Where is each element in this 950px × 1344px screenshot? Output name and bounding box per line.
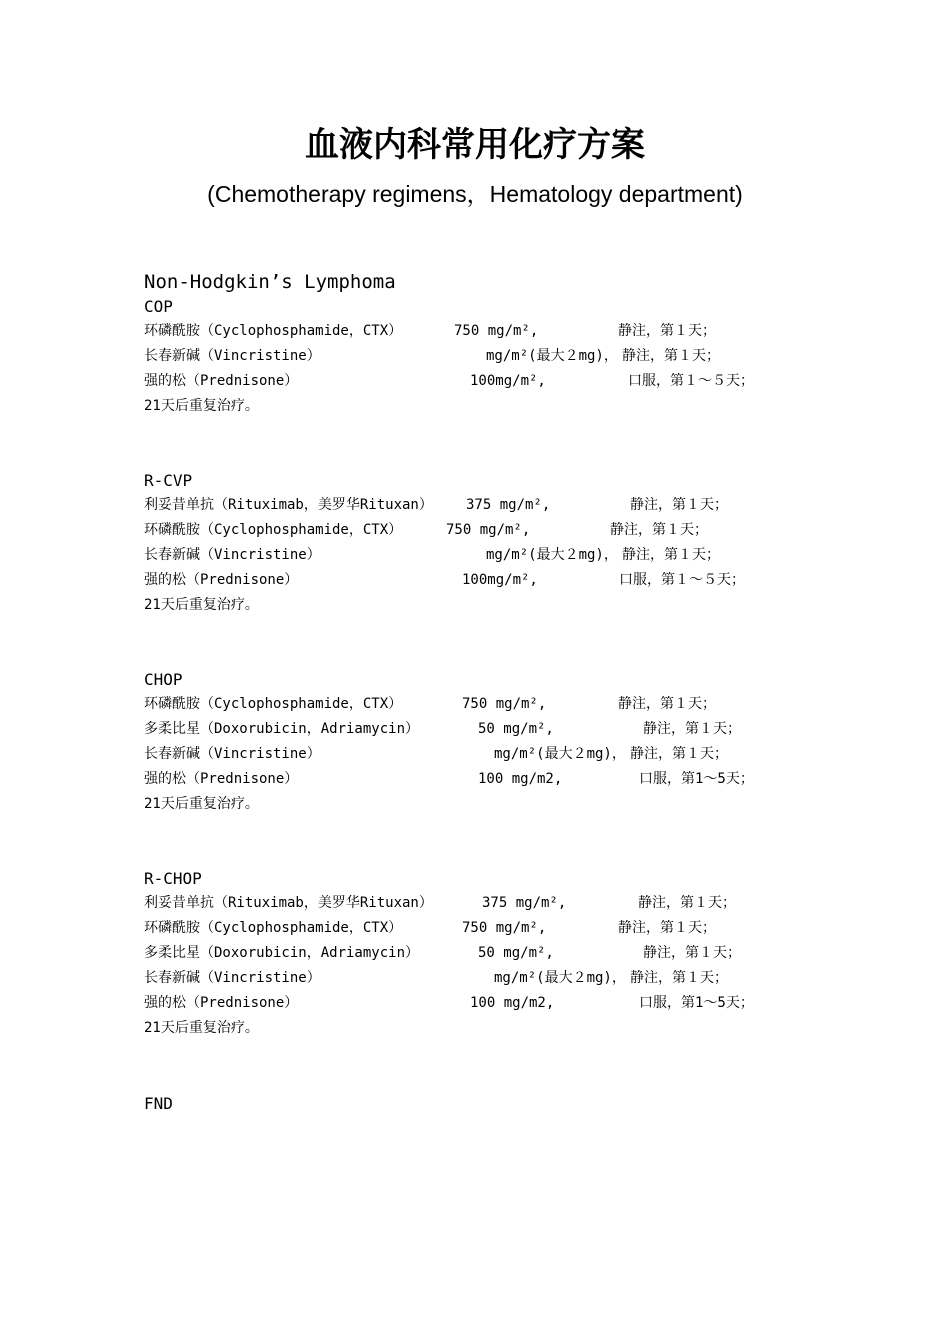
drug-row [144, 346, 804, 366]
regimen-name-chop: CHOP [144, 670, 183, 689]
drug-name: 强的松（Prednisone） [144, 995, 299, 1011]
section-heading: Non-Hodgkin’s Lymphoma [144, 271, 396, 293]
drug-dose: 50 mg/m², [478, 721, 554, 737]
drug-name: 长春新碱（Vincristine） [144, 746, 321, 762]
drug-row [144, 744, 804, 764]
drug-route: 静注，第１天； [622, 547, 720, 563]
drug-route: 静注，第１天； [643, 721, 741, 737]
document-subtitle: (Chemotherapy regimens，Hematology department) [207, 181, 743, 207]
drug-dose: 100 mg/m2, [478, 771, 563, 787]
drug-row [144, 545, 804, 565]
drug-route: 静注，第１天； [630, 497, 728, 513]
drug-route: 口服，第1～5天； [639, 995, 754, 1011]
drug-name: 利妥昔单抗（Rituximab，美罗华Rituxan） [144, 895, 433, 911]
regimen-name-cop: COP [144, 297, 173, 316]
drug-name: 环磷酰胺（Cyclophosphamide，CTX） [144, 696, 403, 712]
drug-name: 环磷酰胺（Cyclophosphamide，CTX） [144, 920, 403, 936]
drug-dose: 100mg/m², [462, 572, 538, 588]
drug-row [144, 719, 804, 739]
drug-name: 强的松（Prednisone） [144, 771, 299, 787]
end-marker: FND [144, 1094, 173, 1113]
drug-name: 强的松（Prednisone） [144, 373, 299, 389]
drug-row [144, 893, 804, 913]
drug-name: 长春新碱（Vincristine） [144, 348, 321, 364]
drug-route: 静注，第１天； [638, 895, 736, 911]
document-title: 血液内科常用化疗方案 [305, 125, 645, 165]
drug-route: 静注，第１天； [618, 323, 716, 339]
drug-row [144, 694, 804, 714]
drug-route: 口服，第1～5天； [639, 771, 754, 787]
repeat-note: 21天后重复治疗。 [144, 796, 259, 812]
drug-dose: mg/m²(最大２mg)， [486, 348, 618, 364]
drug-route: 静注，第１天； [630, 746, 728, 762]
drug-row [144, 495, 804, 515]
drug-dose: mg/m²(最大２mg)， [494, 970, 626, 986]
drug-dose: 100 mg/m2, [470, 995, 555, 1011]
drug-route: 静注，第１天； [610, 522, 708, 538]
drug-dose: 750 mg/m², [462, 920, 547, 936]
drug-route: 口服，第１～５天； [628, 373, 754, 389]
drug-route: 静注，第１天； [630, 970, 728, 986]
regimen-name-r-chop: R-CHOP [144, 869, 202, 888]
drug-dose: 375 mg/m², [482, 895, 567, 911]
drug-route: 静注，第１天； [618, 920, 716, 936]
drug-name: 环磷酰胺（Cyclophosphamide，CTX） [144, 323, 403, 339]
drug-row [144, 769, 804, 789]
drug-dose: mg/m²(最大２mg)， [494, 746, 626, 762]
drug-route: 静注，第１天； [618, 696, 716, 712]
regimen-name-r-cvp: R-CVP [144, 471, 193, 490]
drug-dose: 750 mg/m², [454, 323, 539, 339]
drug-route: 口服，第１～５天； [619, 572, 745, 588]
repeat-note: 21天后重复治疗。 [144, 1020, 259, 1036]
drug-row [144, 321, 804, 341]
drug-row [144, 918, 804, 938]
drug-dose: 100mg/m², [470, 373, 546, 389]
repeat-note: 21天后重复治疗。 [144, 597, 259, 613]
drug-row [144, 943, 804, 963]
drug-name: 长春新碱（Vincristine） [144, 970, 321, 986]
drug-name: 利妥昔单抗（Rituximab，美罗华Rituxan） [144, 497, 433, 513]
drug-name: 长春新碱（Vincristine） [144, 547, 321, 563]
drug-dose: 750 mg/m², [462, 696, 547, 712]
drug-name: 多柔比星（Doxorubicin，Adriamycin） [144, 945, 420, 961]
drug-row [144, 520, 804, 540]
drug-row [144, 968, 804, 988]
drug-name: 环磷酰胺（Cyclophosphamide，CTX） [144, 522, 403, 538]
drug-name: 强的松（Prednisone） [144, 572, 299, 588]
drug-dose: 375 mg/m², [466, 497, 551, 513]
drug-dose: 50 mg/m², [478, 945, 554, 961]
drug-route: 静注，第１天； [643, 945, 741, 961]
drug-row [144, 570, 804, 590]
drug-route: 静注，第１天； [622, 348, 720, 364]
drug-row [144, 993, 804, 1013]
drug-name: 多柔比星（Doxorubicin，Adriamycin） [144, 721, 420, 737]
repeat-note: 21天后重复治疗。 [144, 398, 259, 414]
drug-row [144, 371, 804, 391]
drug-dose: 750 mg/m², [446, 522, 531, 538]
drug-dose: mg/m²(最大２mg)， [486, 547, 618, 563]
